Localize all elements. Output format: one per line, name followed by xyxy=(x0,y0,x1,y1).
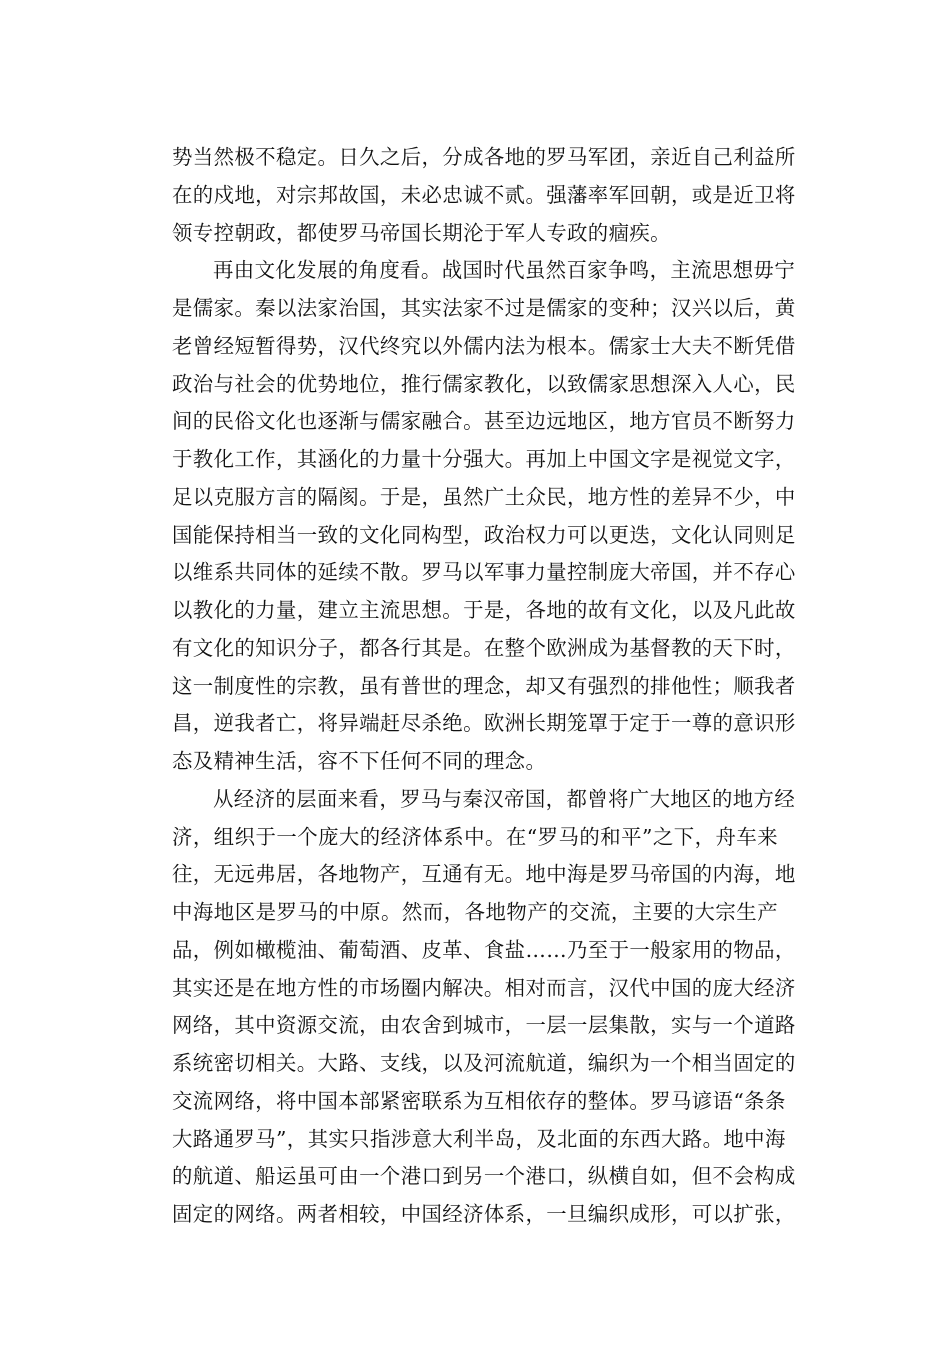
text-line: 固定的网络。两者相较，中国经济体系，一旦编织成形，可以扩张， xyxy=(172,1202,796,1226)
text-line: 系统密切相关。大路、支线，以及河流航道，编织为一个相当固定的 xyxy=(172,1051,796,1075)
text-line: 品，例如橄榄油、葡萄酒、皮革、食盐……乃至于一般家用的物品， xyxy=(172,937,796,962)
text-line: 势当然极不稳定。日久之后，分成各地的罗马军团，亲近自己利益所 xyxy=(172,145,796,169)
text-line: 老曾经短暂得势，汉代终究以外儒内法为根本。儒家士大夫不断凭借 xyxy=(172,333,796,358)
text-line: 以维系共同体的延续不散。罗马以军事力量控制庞大帝国，并不存心 xyxy=(172,560,796,585)
text-line: 交流网络，将中国本部紧密联系为互相依存的整体。罗马谚语“条条 xyxy=(172,1088,786,1113)
text-line: 这一制度性的宗教，虽有普世的理念，却又有强烈的排他性；顺我者 xyxy=(172,673,796,698)
text-line: 中海地区是罗马的中原。然而，各地物产的交流，主要的大宗生产 xyxy=(172,900,778,924)
text-line: 大路通罗马”，其实只指涉意大利半岛，及北面的东西大路。地中海 xyxy=(172,1126,786,1151)
text-line: 往，无远弗居，各地物产，互通有无。地中海是罗马帝国的内海，地 xyxy=(172,862,796,887)
text-line: 领专控朝政，都使罗马帝国长期沦于军人专政的痼疾。 xyxy=(172,220,671,245)
text-line: 的航道、船运虽可由一个港口到另一个港口，纵横自如，但不会构成 xyxy=(172,1164,796,1189)
body-text xyxy=(172,139,796,1234)
text-line: 是儒家。秦以法家治国，其实法家不过是儒家的变种；汉兴以后，黄 xyxy=(172,296,796,320)
text-line: 网络，其中资源交流，由农舍到城市，一层一层集散，实与一个道路 xyxy=(172,1013,796,1038)
text-line: 政治与社会的优势地位，推行儒家教化，以致儒家思想深入人心，民 xyxy=(172,371,796,396)
text-line: 以教化的力量，建立主流思想。于是，各地的故有文化，以及凡此故 xyxy=(172,598,796,622)
text-line: 从经济的层面来看，罗马与秦汉帝国，都曾将广大地区的地方经 xyxy=(213,786,796,811)
text-line: 有文化的知识分子，都各行其是。在整个欧洲成为基督教的天下时， xyxy=(172,635,796,660)
text-line: 济，组织于一个庞大的经济体系中。在“罗马的和平”之下，舟车来 xyxy=(172,824,778,849)
text-line: 间的民俗文化也逐渐与儒家融合。甚至边远地区，地方官员不断努力 xyxy=(172,409,796,434)
text-line: 在的戍地，对宗邦故国，未必忠诚不贰。强藩率军回朝，或是近卫将 xyxy=(172,182,796,207)
text-line: 其实还是在地方性的市场圈内解决。相对而言，汉代中国的庞大经济 xyxy=(172,975,796,1000)
text-line: 再由文化发展的角度看。战国时代虽然百家争鸣，主流思想毋宁 xyxy=(213,258,796,283)
text-line: 足以克服方言的隔阂。于是，虽然广土众民，地方性的差异不少，中 xyxy=(172,484,796,509)
text-line: 昌，逆我者亡，将异端赶尽杀绝。欧洲长期笼罩于定于一尊的意识形 xyxy=(172,711,796,736)
text-line: 态及精神生活，容不下任何不同的理念。 xyxy=(172,749,547,773)
text-line: 国能保持相当一致的文化同构型，政治权力可以更迭，文化认同则足 xyxy=(172,522,796,547)
text-line: 于教化工作，其涵化的力量十分强大。再加上中国文字是视觉文字， xyxy=(172,447,796,471)
